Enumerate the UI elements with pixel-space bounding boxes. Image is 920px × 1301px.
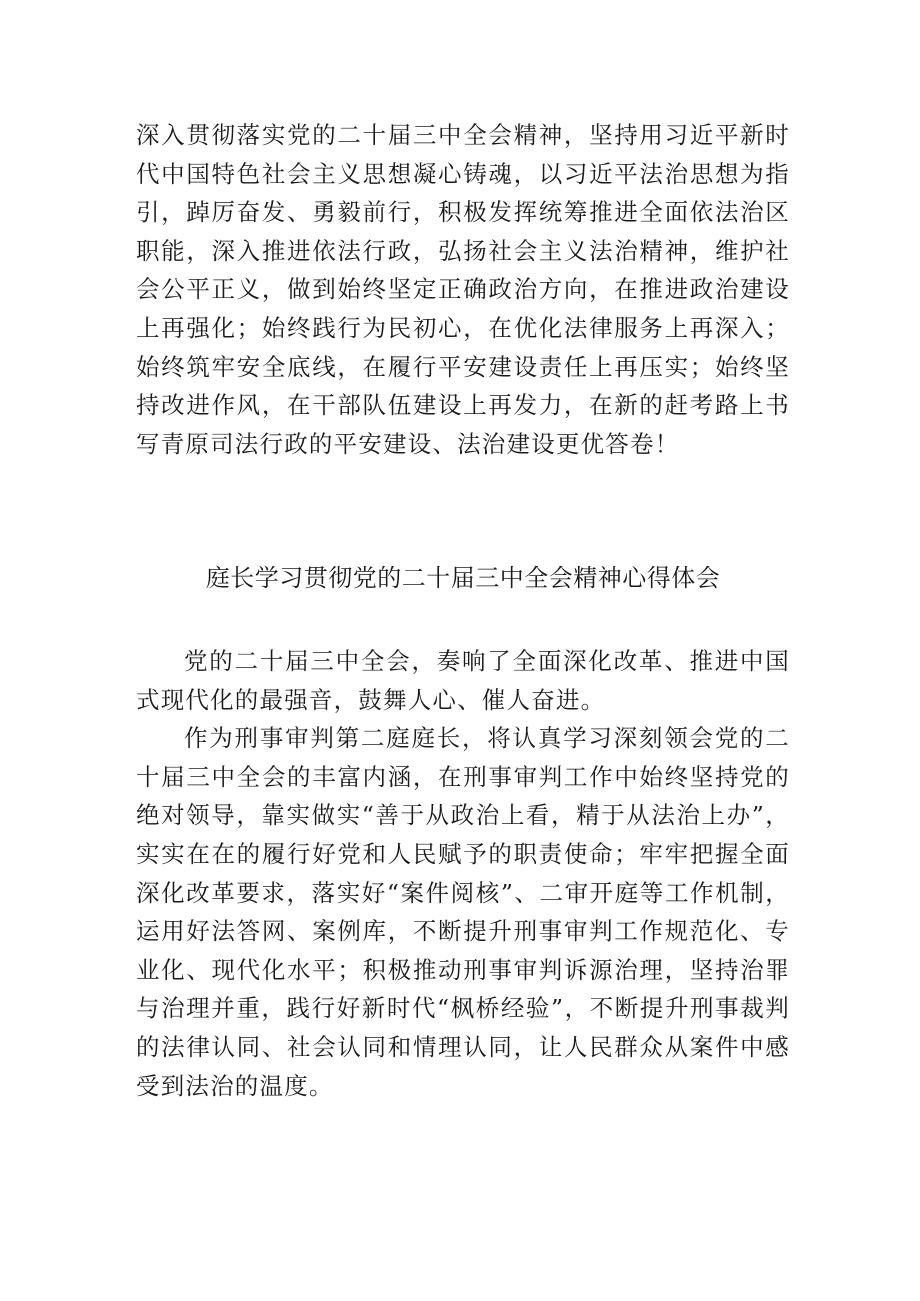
article-title: 庭长学习贯彻党的二十届三中全会精神心得体会 <box>205 564 721 592</box>
body-paragraph-2: 作为刑事审判第二庭庭长，将认真学习深刻领会党的二十届三中全会的丰富内涵，在刑事审判工作中始终坚持党的绝对领导，靠实做实“善于从政治上看，精于从法治上办”，实实在在的履行好党和人民赋予的职责使命；牢牢把握全面深化改革要求，落实好“案件阅核”、二审开庭等工作机制，运用好法答网、案例库，不断提升刑事审判工作规范化、专业化、现代化水平；积极推动刑事审判诉源治理，坚持治罪与治理并重，践行好新时代“枫桥经验”，不断提升刑事裁判的法律认同、社会认同和情理认同，让人民群众从案件中感受到法治的温度。 <box>136 724 790 1100</box>
article-body <box>136 642 790 1105</box>
body-paragraph-1: 党的二十届三中全会，奏响了全面深化改革、推进中国式现代化的最强音，鼓舞人心、催人奋进。 <box>136 647 790 714</box>
opening-paragraph: 深入贯彻落实党的二十届三中全会精神，坚持用习近平新时代中国特色社会主义思想凝心铸魂，以习近平法治思想为指引，踔厉奋发、勇毅前行，积极发挥统筹推进全面依法治区职能，深入推进依法行政，弘扬社会主义法治精神，维护社会公平正义，做到始终坚定正确政治方向，在推进政治建设上再强化；始终践行为民初心，在优化法律服务上再深入；始终筑牢安全底线，在履行平安建设责任上再压实；始终坚持改进作风，在干部队伍建设上再发力，在新的赶考路上书写青原司法行政的平安建设、法治建设更优答卷！ <box>136 121 790 458</box>
opening-section <box>136 116 790 463</box>
